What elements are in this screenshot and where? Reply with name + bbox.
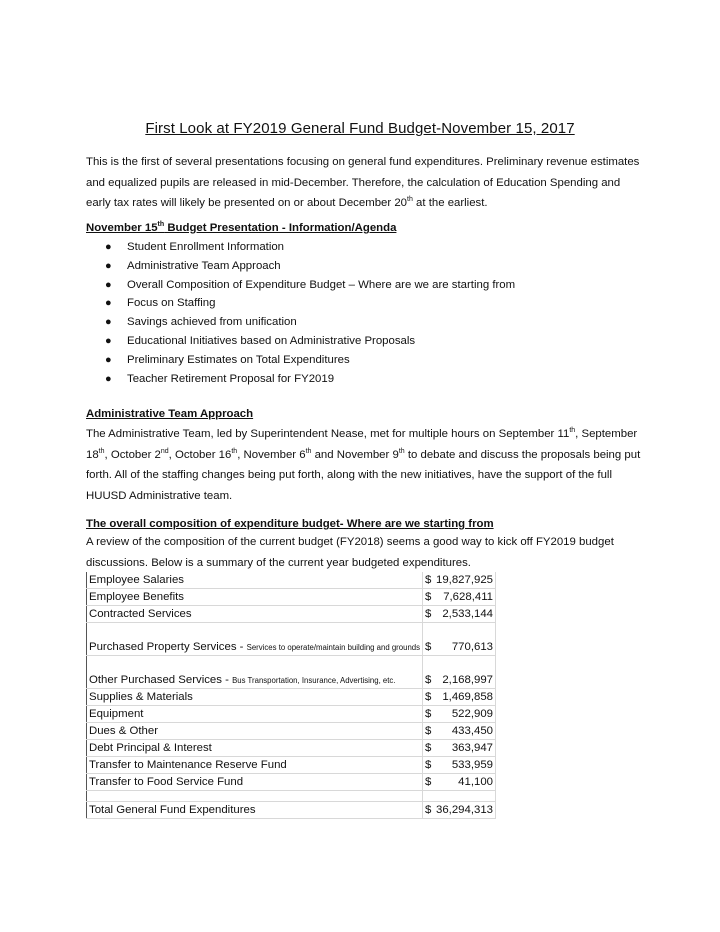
amount-value: 7,628,411 bbox=[443, 591, 494, 603]
total-label-text: Total General Fund Expenditures bbox=[89, 804, 256, 816]
amount-value: 41,100 bbox=[458, 776, 494, 788]
admin-paragraph bbox=[86, 424, 646, 506]
amount-value: 363,947 bbox=[451, 742, 494, 754]
agenda-item-label: Savings achieved from unification bbox=[127, 316, 297, 329]
row-amount bbox=[423, 740, 496, 757]
row-amount bbox=[423, 623, 496, 656]
row-label bbox=[87, 757, 423, 774]
list-item bbox=[86, 351, 515, 370]
amount-value: 2,168,997 bbox=[442, 674, 494, 686]
dollar-sign: $ bbox=[425, 574, 432, 586]
list-item bbox=[86, 313, 515, 332]
list-item bbox=[86, 276, 515, 295]
agenda-item-label: Overall Composition of Expenditure Budget – Where are we are starting from bbox=[127, 278, 516, 291]
bullet-icon: ● bbox=[105, 241, 112, 253]
bullet-icon: ● bbox=[105, 334, 112, 347]
amount-value: 770,613 bbox=[451, 641, 494, 653]
admin-sup: th bbox=[98, 447, 105, 455]
admin-text: and November 9 bbox=[311, 448, 399, 461]
list-item bbox=[86, 238, 515, 257]
admin-text: , October 2 bbox=[104, 448, 161, 461]
admin-heading: Administrative Team Approach bbox=[86, 408, 254, 420]
dollar-sign: $ bbox=[425, 742, 432, 754]
amount-value: 1,469,858 bbox=[442, 691, 494, 703]
admin-text: , November 6 bbox=[237, 448, 306, 461]
row-label bbox=[87, 572, 423, 589]
row-label-text: Other Purchased Services - bbox=[89, 674, 233, 686]
row-label bbox=[87, 606, 423, 623]
row-label bbox=[87, 723, 423, 740]
dollar-sign: $ bbox=[425, 708, 432, 720]
agenda-item-label: Administrative Team Approach bbox=[127, 259, 281, 272]
spacer-cell bbox=[87, 791, 423, 802]
intro-text: This is the first of several presentations focusing on general fund expenditures. Preliminary revenue estimates and equalized pupils are released in mid-December. Therefore, the calculation of Education Spending and early tax rates will likely be presented on or about December 20 bbox=[86, 156, 640, 209]
table-row bbox=[87, 706, 496, 723]
agenda-item-label: Educational Initiatives based on Administrative Proposals bbox=[127, 334, 416, 347]
row-label-text: Transfer to Maintenance Reserve Fund bbox=[89, 759, 287, 771]
dollar-sign: $ bbox=[425, 674, 432, 686]
row-label-text: Dues & Other bbox=[89, 725, 159, 737]
list-item bbox=[86, 370, 515, 389]
dollar-sign: $ bbox=[425, 776, 432, 788]
bullet-icon: ● bbox=[105, 353, 112, 366]
list-item bbox=[86, 294, 515, 313]
dollar-sign: $ bbox=[425, 641, 432, 653]
row-amount bbox=[423, 706, 496, 723]
table-row bbox=[87, 689, 496, 706]
row-label-text: Transfer to Food Service Fund bbox=[89, 776, 244, 788]
row-label-text: Debt Principal & Interest bbox=[89, 742, 212, 754]
list-item bbox=[86, 257, 515, 276]
dollar-sign: $ bbox=[425, 591, 432, 603]
amount-value: 522,909 bbox=[451, 708, 494, 720]
row-label bbox=[87, 589, 423, 606]
table-row bbox=[87, 774, 496, 791]
row-label-text: Employee Benefits bbox=[89, 591, 184, 603]
row-label-text: Employee Salaries bbox=[89, 574, 184, 586]
budget-table bbox=[86, 572, 496, 819]
table-row bbox=[87, 589, 496, 606]
admin-text: to debate and discuss the proposals being put forth. All of the staffing changes being put forth, along with the new initiatives, have the support of the full HUUSD Administrative team. bbox=[86, 448, 641, 502]
intro-text-end: at the earliest. bbox=[412, 197, 488, 209]
total-amount-value: 36,294,313 bbox=[436, 804, 494, 816]
composition-paragraph: A review of the composition of the current budget (FY2018) seems a good way to kick off FY2019 budget discussions. Below is a summary of the current year budgeted expenditures. bbox=[86, 536, 614, 569]
row-label bbox=[87, 740, 423, 757]
intro-paragraph bbox=[86, 152, 646, 214]
agenda-item-label: Teacher Retirement Proposal for FY2019 bbox=[127, 372, 335, 385]
admin-sup: th bbox=[231, 447, 238, 455]
admin-sup: th bbox=[398, 447, 405, 455]
intro-sup: th bbox=[407, 196, 413, 204]
row-amount bbox=[423, 572, 496, 589]
row-label-text: Equipment bbox=[89, 708, 144, 720]
amount-value: 433,450 bbox=[451, 725, 494, 737]
admin-sup: nd bbox=[160, 447, 169, 455]
row-amount bbox=[423, 723, 496, 740]
table-row bbox=[87, 606, 496, 623]
agenda-item-label: Preliminary Estimates on Total Expenditures bbox=[127, 353, 350, 366]
table-row bbox=[87, 623, 496, 656]
agenda-heading-text: Budget Presentation - Information/Agenda bbox=[164, 222, 397, 234]
bullet-icon: ● bbox=[105, 372, 112, 385]
admin-text: , October 16 bbox=[168, 448, 232, 461]
table-row bbox=[87, 572, 496, 589]
amount-value: 533,959 bbox=[451, 759, 494, 771]
amount-value: 2,533,144 bbox=[442, 608, 494, 620]
agenda-item-label: Focus on Staffing bbox=[127, 297, 216, 310]
dollar-sign: $ bbox=[425, 804, 432, 816]
amount-value: 19,827,925 bbox=[436, 574, 494, 586]
dollar-sign: $ bbox=[425, 608, 432, 620]
row-amount bbox=[423, 774, 496, 791]
admin-text: The Administrative Team, led by Superintendent Nease, met for multiple hours on September 11 bbox=[86, 428, 570, 440]
table-row bbox=[87, 656, 496, 689]
row-amount bbox=[423, 656, 496, 689]
dollar-sign: $ bbox=[425, 725, 432, 737]
dollar-sign: $ bbox=[425, 691, 432, 703]
bullet-icon: ● bbox=[105, 278, 112, 291]
table-row bbox=[87, 723, 496, 740]
admin-text: , September 18 bbox=[86, 428, 638, 461]
agenda-item-label: Student Enrollment Information bbox=[127, 241, 285, 253]
table-row bbox=[87, 740, 496, 757]
table-spacer-row bbox=[87, 791, 496, 802]
row-label bbox=[87, 656, 423, 689]
list-item bbox=[86, 332, 515, 351]
row-label-text: Contracted Services bbox=[89, 608, 192, 620]
bullet-icon: ● bbox=[105, 259, 112, 272]
table-row bbox=[87, 757, 496, 774]
composition-heading: The overall composition of expenditure budget- Where are we starting from bbox=[86, 518, 494, 530]
bullet-icon: ● bbox=[105, 316, 112, 329]
agenda-heading-sup: th bbox=[157, 221, 165, 229]
agenda-list bbox=[86, 238, 515, 388]
row-label bbox=[87, 623, 423, 656]
agenda-heading-date: November 15 bbox=[86, 222, 158, 234]
spacer-cell bbox=[423, 791, 496, 802]
row-label-text: Supplies & Materials bbox=[89, 691, 193, 703]
agenda-heading bbox=[86, 222, 396, 234]
total-label bbox=[87, 802, 423, 819]
row-amount bbox=[423, 606, 496, 623]
page-title: First Look at FY2019 General Fund Budget-November 15, 2017 bbox=[145, 120, 575, 137]
row-amount bbox=[423, 757, 496, 774]
row-note: Bus Transportation, Insurance, Advertising, etc. bbox=[232, 676, 396, 685]
row-amount bbox=[423, 589, 496, 606]
bullet-icon: ● bbox=[105, 297, 112, 310]
row-label bbox=[87, 706, 423, 723]
dollar-sign: $ bbox=[425, 759, 432, 771]
admin-sup: th bbox=[305, 447, 312, 455]
row-amount bbox=[423, 689, 496, 706]
admin-sup: th bbox=[569, 427, 576, 435]
row-label bbox=[87, 774, 423, 791]
total-amount bbox=[423, 802, 496, 819]
row-label-text: Purchased Property Services - bbox=[89, 641, 247, 653]
table-total-row bbox=[87, 802, 496, 819]
row-note: Services to operate/maintain building and grounds bbox=[246, 643, 421, 652]
row-label bbox=[87, 689, 423, 706]
